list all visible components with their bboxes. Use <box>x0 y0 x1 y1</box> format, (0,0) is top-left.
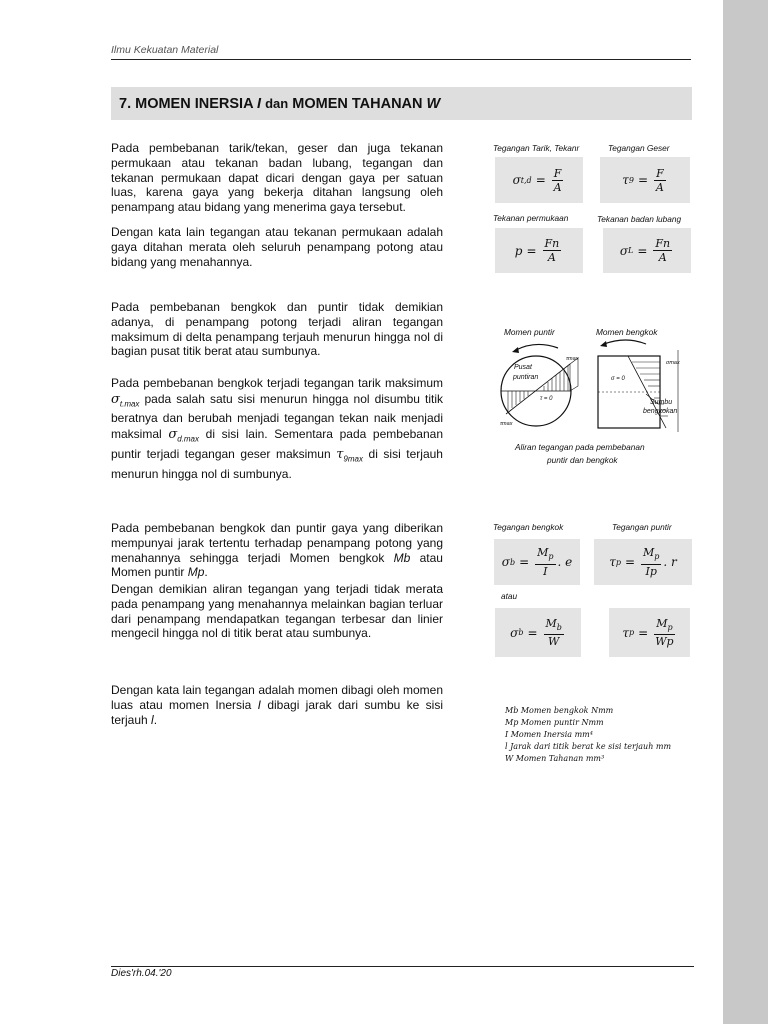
formula-tekanan-badan-lubang: σ L = $\frac{Fn}{A}$ <box>603 228 691 273</box>
label-sumbu: Sumbu <box>650 399 673 406</box>
caption-tekanan-badan-lubang: Tekanan badan lubang <box>597 214 682 224</box>
stress-flow-figure <box>496 336 696 436</box>
section-title-bar <box>111 87 692 120</box>
label-sigma-max: σmax <box>666 360 680 366</box>
caption-tegangan-puntir: Tegangan puntir <box>612 522 672 532</box>
caption-tekanan-permukaan: Tekanan permukaan <box>493 213 569 223</box>
label-momen-puntir: Momen puntir <box>504 327 555 337</box>
paragraph-4: Pada pembebanan bengkok terjadi tegangan tarik maksimum $\sigma_{t.max}$ pada salah satu sisi menurun hingga nol disumbu titik beratnya dan berubah menjadi tegangan tekan naik menjadi maksimal $\sigma_{d.max}$ di sisi lain. Sementara pada pembebanan puntir terjadi tegangan geser maksimun $\tau_{9max}$ di sisi terjauh menurun hingga nol di sumbunya. <box>111 376 443 481</box>
formula-tegangan-puntir: τ p = $\frac{M_p}{Ip}$ . r <box>594 539 692 585</box>
paragraph-6: Dengan demikian aliran tegangan yang terjadi tidak merata pada penampang yang menahannya melainkan bagian terluar dari penampang mendapatkan tegangan terbesar dan linier mengecil hingga nol di titik berat atau sumbunya. <box>111 582 443 641</box>
paragraph-2: Dengan kata lain tegangan atau tekanan permukaan adalah gaya ditahan merata oleh seluruh penampang potong atau bidang yang menahannya. <box>111 225 443 269</box>
footer-rule <box>111 966 694 967</box>
paragraph-7: Dengan kata lain tegangan adalah momen dibagi oleh momen luas atau momen Inersia I dibagi jarak dari sumbu ke sisi terjauh l. <box>111 683 443 727</box>
label-sigma-zero: σ = 0 <box>611 376 625 382</box>
legend-i: I Momen Inersia mm⁴ <box>505 730 593 739</box>
label-tau-zero: τ = 0 <box>540 396 553 402</box>
formula-tekanan-permukaan: p = $\frac{Fn}{A}$ <box>495 228 583 273</box>
label-tau-max-bottom: τmax <box>500 421 513 427</box>
figure-caption-line2: puntir dan bengkok <box>547 455 618 465</box>
scrollbar[interactable] <box>723 0 768 1024</box>
footer-text: Dies'rh.04.'20 <box>111 968 172 979</box>
paragraph-3: Pada pembebanan bengkok dan puntir tidak demikian adanya, di penampang potong terjadi aliran tegangan maksimum di delta penampang terjauh menurun hingga nol di bagian pusat titik berat atau sumbunya. <box>111 300 443 359</box>
formula-puntir-momen-tahanan: τ p = $\frac{M_p}{Wp}$ <box>609 608 690 657</box>
figure-caption-line1: Aliran tegangan pada pembebanan <box>515 442 645 452</box>
paragraph-1: Pada pembebanan tarik/tekan, geser dan juga tekanan permukaan atau tekanan badan lubang, tegangan dan tekanan permukaan dapat dicari dengan gaya per satuan luas, karena gaya yang bekerja ditahan langsung oleh penampang atau bidang yang menerima gaya tersebut. <box>111 141 443 215</box>
paragraph-5: Pada pembebanan bengkok dan puntir gaya yang diberikan mempunyai jarak tertentu terhadap penampang potong yang menahannya sehingga terjadi Momen bengkok Mb atau Momen puntir Mp. <box>111 521 443 580</box>
legend-mp: Mp Momen puntir Nmm <box>505 718 604 727</box>
formula-tegangan-geser: τ 9 = $\frac{F}{A}$ <box>600 157 690 203</box>
label-bengkokan: bengkokan <box>643 408 678 415</box>
legend-w: W Momen Tahanan mm³ <box>505 754 605 763</box>
section-title: 7. MOMEN INERSIA I dan MOMEN TAHANAN W <box>119 96 441 112</box>
legend-l: l Jarak dari titik berat ke sisi terjauh mm <box>505 742 672 751</box>
caption-tegangan-tarik: Tegangan Tarik, Tekanr <box>493 143 580 153</box>
document-header: Ilmu Kekuatan Material <box>111 44 219 56</box>
bending-diagram <box>598 340 678 432</box>
caption-tegangan-bengkok: Tegangan bengkok <box>493 522 564 532</box>
legend-mb: Mb Momen bengkok Nmm <box>505 706 614 715</box>
caption-tegangan-geser: Tegangan Geser <box>608 143 670 153</box>
label-pusat: Pusat <box>514 364 532 371</box>
label-tau-max-top: τmax <box>566 356 579 362</box>
label-momen-bengkok: Momen bengkok <box>596 327 658 337</box>
label-atau: atau <box>501 591 518 601</box>
formula-tegangan-bengkok: σ b = $\frac{M_p}{I}$ . e <box>494 539 580 585</box>
label-puntiran: puntiran <box>513 374 539 381</box>
formula-bengkok-momen-tahanan: σ b = $\frac{M_b}{W}$ <box>495 608 581 657</box>
header-rule <box>111 59 691 60</box>
formula-tegangan-tarik: σ t,d = $\frac{F}{A}$ <box>495 157 583 203</box>
